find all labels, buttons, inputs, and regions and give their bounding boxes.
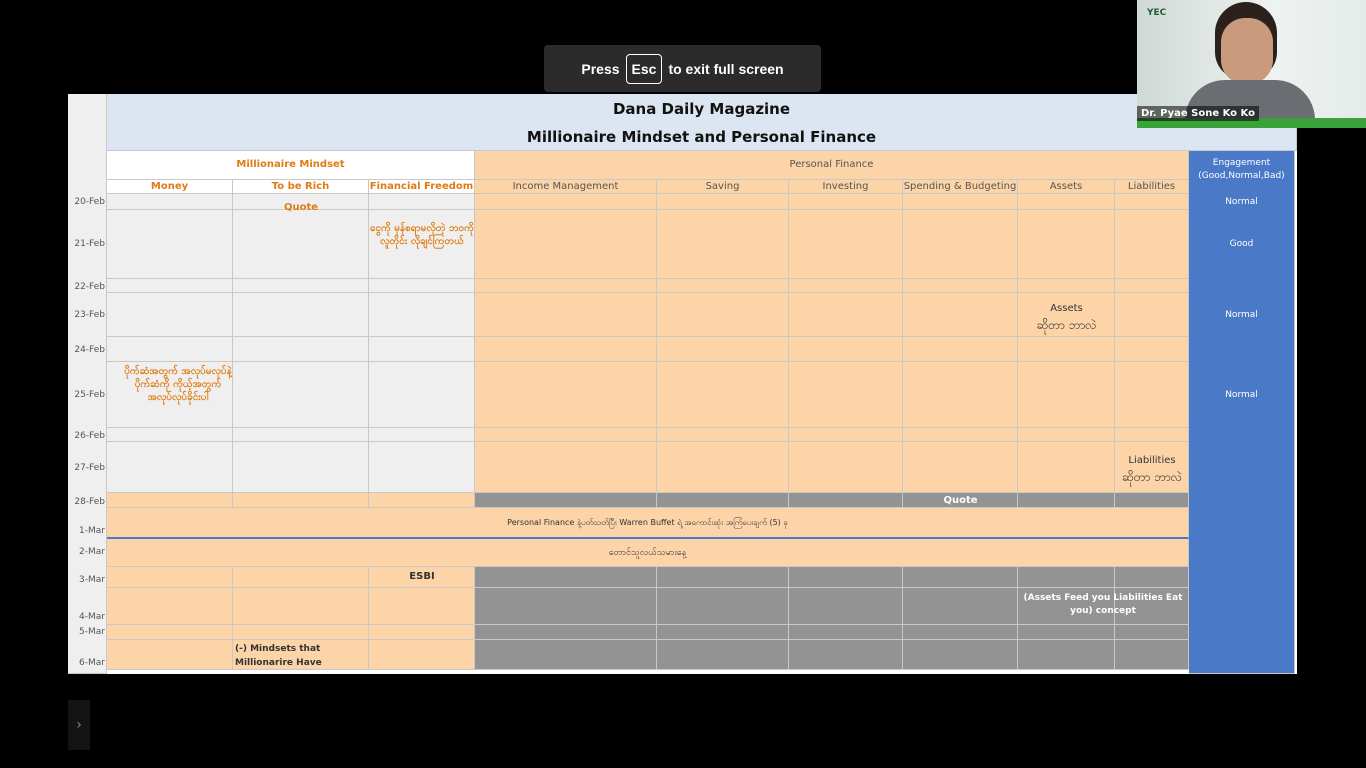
grid-cell[interactable] [369,362,475,428]
grid-cell[interactable] [233,567,369,588]
grid-cell[interactable] [1018,337,1115,362]
row-label: 5-Mar [79,627,105,637]
title-line-1: Dana Daily Magazine [612,100,791,118]
row-header-column [68,94,107,674]
mindsets-note: (-) Mindsets that Millionarire Have [235,644,322,668]
grid-cell[interactable] [369,428,475,442]
presenter-name: Dr. Pyae Sone Ko Ko [1137,106,1259,121]
grid-cell[interactable] [107,640,233,670]
grid-cell[interactable] [903,567,1018,588]
grid-cell[interactable] [369,588,475,625]
row-label: 25-Feb [74,390,105,400]
grid-cell[interactable] [903,428,1018,442]
grid-cell[interactable] [233,210,369,279]
grid-cell[interactable] [789,567,903,588]
grid-cell[interactable] [233,337,369,362]
col-header-income: Income Management [512,181,619,192]
group-label-finance: Personal Finance [789,159,874,170]
grid-cell[interactable] [657,337,789,362]
grid-cell[interactable] [1115,493,1189,508]
title-line-2: Millionaire Mindset and Personal Finance [526,128,877,146]
grid-cell[interactable] [789,279,903,293]
col-header-to-be-rich: To be Rich [271,181,330,192]
grid-cell[interactable] [475,442,657,493]
grid-cell[interactable] [789,293,903,337]
grid-cell[interactable] [233,588,369,625]
assets-question-title: Assets [1050,303,1083,314]
grid-cell[interactable] [657,194,789,210]
money-note: ပိုက်ဆံအတွက် အလုပ်မလုပ်နဲ့ ပိုက်ဆံကို ကိုယ့်အတွက် အလုပ်လုပ်ခိုင်းပါ [124,366,232,403]
grid-cell[interactable] [475,362,657,428]
col-header-spending: Spending & Budgeting [903,181,1017,192]
col-header-money: Money [150,181,189,192]
row-label: 4-Mar [79,612,105,622]
grid-cell[interactable] [1018,210,1115,279]
col-header-assets: Assets [1049,181,1083,192]
liabilities-question-title: Liabilities [1128,455,1176,466]
engagement-20feb: Normal [1225,197,1258,207]
grid-cell[interactable] [657,640,789,670]
grid-cell[interactable] [233,362,369,428]
grid-cell[interactable] [475,640,657,670]
grid-cell[interactable] [789,442,903,493]
row-label: 24-Feb [74,345,105,355]
grid-cell[interactable] [107,442,233,493]
engagement-column [1189,151,1295,674]
grid-cell[interactable] [475,337,657,362]
grid-cell[interactable] [107,194,233,210]
grid-cell[interactable] [233,442,369,493]
title-area [107,94,1297,151]
grid-cell[interactable] [1115,428,1189,442]
grid-cell[interactable] [1018,442,1115,493]
grid-cell[interactable] [1115,279,1189,293]
grid-cell[interactable] [903,640,1018,670]
row-label: 28-Feb [74,497,105,507]
quote-to-be-rich: Quote [283,202,319,213]
row-label: 1-Mar [79,526,105,536]
row-2mar-merged [107,539,1189,567]
col-header-liabilities: Liabilities [1127,181,1176,192]
presenter-face [1221,18,1273,84]
group-header-finance [475,151,1189,180]
grid-cell[interactable] [369,337,475,362]
esc-key-badge: Esc [626,54,663,84]
grid-cell[interactable] [1115,210,1189,279]
grid-cell[interactable] [789,362,903,428]
engagement-25feb: Normal [1225,390,1258,400]
col-header-financial-freedom: Financial Freedom [369,181,474,192]
grid-cell[interactable] [107,428,233,442]
grid-cell[interactable] [1018,428,1115,442]
grid-cell[interactable] [107,567,233,588]
quote-28feb: Quote [943,495,978,506]
grid-cell[interactable] [1018,625,1115,640]
grid-cell[interactable] [903,625,1018,640]
grid-cell[interactable] [903,194,1018,210]
col-header-saving: Saving [705,181,740,192]
grid-cell[interactable] [789,194,903,210]
grid-cell[interactable] [903,442,1018,493]
grid-cell[interactable] [789,428,903,442]
grid-cell[interactable] [903,279,1018,293]
engagement-21feb: Good [1229,239,1254,249]
financial-freedom-note: ငွေကို မှန်စရာမလိုတဲ့ ဘဝကို လူတိုင်း လိုချင်ကြတယ် [370,223,474,247]
grid-cell[interactable] [1018,279,1115,293]
grid-cell[interactable] [1115,362,1189,428]
grid-cell[interactable] [1018,567,1115,588]
row-label: 3-Mar [79,575,105,585]
col-header-investing: Investing [822,181,869,192]
grid-cell[interactable] [369,194,475,210]
grid-cell[interactable] [1115,640,1189,670]
banner-press-text: Press [581,60,620,77]
assets-question-sub: ဆိုတာ ဘာလဲ [1036,318,1097,332]
grid-cell[interactable] [475,493,657,508]
grid-cell[interactable] [233,493,369,508]
grid-cell[interactable] [475,567,657,588]
row-label: 20-Feb [74,197,105,207]
grid-cell[interactable] [903,362,1018,428]
warren-buffet-note: Personal Finance နဲ့ပတ်သတ်ပြီး Warren Buffet ရဲ့ အကောင်းဆုံး အကြံပေးချက် (5) ခု [507,518,788,527]
grid-cell[interactable] [233,428,369,442]
grid-cell[interactable] [789,588,903,625]
grid-cell[interactable] [233,279,369,293]
row-1mar-merged [107,508,1189,539]
grid-cell[interactable] [789,493,903,508]
grid-cell[interactable] [1018,640,1115,670]
assets-feed-note: (Assets Feed you Liabilities Eat you) concept [1023,593,1183,616]
grid-cell[interactable] [789,337,903,362]
grid-cell[interactable] [369,625,475,640]
row-label: 27-Feb [74,463,105,473]
grid-cell[interactable] [475,625,657,640]
group-label-mindset: Millionaire Mindset [236,159,345,170]
grid-cell[interactable] [1115,442,1189,493]
grid-cell[interactable] [1115,194,1189,210]
grid-cell[interactable] [903,210,1018,279]
grid-cell[interactable] [789,625,903,640]
grid-cell[interactable] [475,293,657,337]
chevron-right-icon: › [76,717,82,733]
engagement-23feb: Normal [1225,310,1258,320]
grid-cell[interactable] [903,588,1018,625]
grid-cell[interactable] [107,588,233,625]
liabilities-question-sub: ဆိုတာ ဘာလဲ [1122,470,1182,484]
grid-cell[interactable] [107,625,233,640]
grid-cell[interactable] [233,293,369,337]
grid-cell[interactable] [657,625,789,640]
grid-cell[interactable] [107,210,233,279]
grid-cell[interactable] [657,293,789,337]
grid-cell[interactable] [1115,567,1189,588]
grid-cell[interactable] [369,293,475,337]
grid-cell[interactable] [475,588,657,625]
row-label: 2-Mar [79,547,105,557]
grid-cell[interactable] [233,625,369,640]
row-label: 6-Mar [79,658,105,668]
fullscreen-exit-banner [544,45,821,92]
grid-cell[interactable] [1115,337,1189,362]
engagement-header: Engagement (Good,Normal,Bad) [1198,158,1285,181]
grid-cell[interactable] [369,640,475,670]
grid-cell[interactable] [657,493,789,508]
grid-cell[interactable] [789,210,903,279]
grid-cell[interactable] [107,493,233,508]
grid-cell[interactable] [369,279,475,293]
farmers-day-note: တောင်သူလယ်သမားနေ့ [608,548,687,558]
banner-exit-text: to exit full screen [668,60,784,77]
side-panel-expand-button[interactable] [68,700,90,750]
grid-cell[interactable] [107,293,233,337]
grid-cell[interactable] [903,293,1018,337]
row-label: 23-Feb [74,310,105,320]
grid-cell[interactable] [657,442,789,493]
grid-cell[interactable] [475,210,657,279]
grid-cell[interactable] [475,194,657,210]
row-label: 21-Feb [74,239,105,249]
grid-cell[interactable] [657,362,789,428]
group-header-mindset [107,151,475,180]
grid-cell[interactable] [369,442,475,493]
grid-cell[interactable] [657,210,789,279]
spreadsheet [68,94,1297,674]
grid-cell[interactable] [1018,194,1115,210]
grid-cell[interactable] [475,279,657,293]
esbi-cell: ESBI [409,571,435,582]
grid-cell[interactable] [903,337,1018,362]
webcam-overlay [1137,0,1366,128]
grid-cell[interactable] [657,279,789,293]
grid-cell[interactable] [657,588,789,625]
yec-logo: YEC [1147,8,1167,18]
grid-cell[interactable] [657,428,789,442]
grid-cell[interactable] [1018,362,1115,428]
row-label: 22-Feb [74,282,105,292]
grid-cell[interactable] [475,428,657,442]
grid-cell[interactable] [107,337,233,362]
grid-cell[interactable] [369,493,475,508]
grid-cell[interactable] [657,567,789,588]
row-label: 26-Feb [74,431,105,441]
grid-cell[interactable] [107,279,233,293]
grid-cell[interactable] [1018,493,1115,508]
grid-cell[interactable] [789,640,903,670]
grid-cell[interactable] [1115,293,1189,337]
grid-cell[interactable] [1115,625,1189,640]
